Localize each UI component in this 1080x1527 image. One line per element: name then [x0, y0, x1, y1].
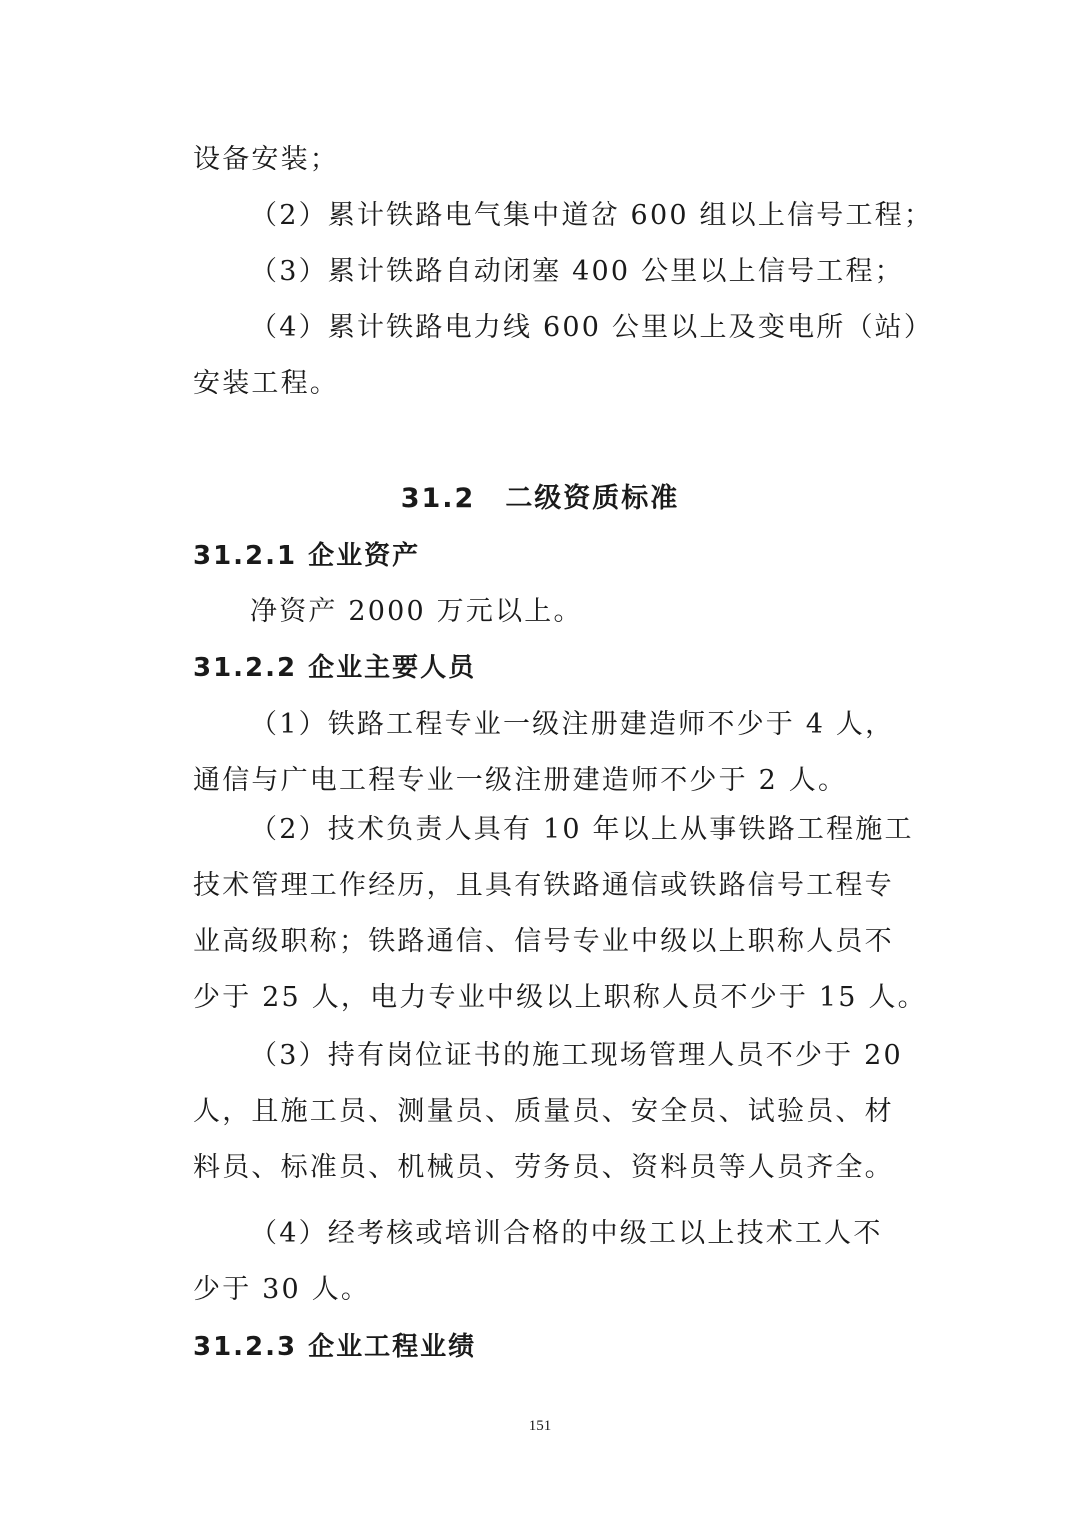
- text-line: （1）铁路工程专业一级注册建造师不少于 4 人，: [250, 709, 895, 740]
- text-line: （2）累计铁路电气集中道岔 600 组以上信号工程；: [250, 200, 934, 231]
- text-line: 人，且施工员、测量员、质量员、安全员、试验员、材: [193, 1096, 894, 1127]
- text-line: 少于 30 人。: [193, 1274, 371, 1305]
- text-line: （2）技术负责人具有 10 年以上从事铁路工程施工: [250, 814, 914, 845]
- section-title: [0, 481, 1080, 517]
- text-line: 料员、标准员、机械员、劳务员、资料员等人员齐全。: [193, 1152, 894, 1183]
- text-line: （3）累计铁路自动闭塞 400 公里以上信号工程；: [250, 256, 904, 287]
- text-line: （3）持有岗位证书的施工现场管理人员不少于 20: [250, 1040, 903, 1071]
- text-line: 技术管理工作经历，且具有铁路通信或铁路信号工程专: [193, 870, 894, 901]
- page-number: 151: [528, 1418, 552, 1434]
- text-line: 设备安装；: [193, 144, 339, 175]
- text-line: 少于 25 人，电力专业中级以上职称人员不少于 15 人。: [193, 982, 927, 1013]
- text-line: 净资产 2000 万元以上。: [250, 596, 583, 627]
- section-number: 31.2: [400, 483, 476, 514]
- subsection-heading-personnel: 31.2.2 企业主要人员: [193, 653, 477, 683]
- text-line: （4）经考核或培训合格的中级工以上技术工人不: [250, 1218, 883, 1249]
- text-line: 安装工程。: [193, 368, 339, 399]
- subsection-heading-performance: 31.2.3 企业工程业绩: [193, 1332, 477, 1362]
- subsection-heading-assets: 31.2.1 企业资产: [193, 541, 421, 571]
- section-title-text: 二级资质标准: [505, 483, 680, 514]
- text-line: 通信与广电工程专业一级注册建造师不少于 2 人。: [193, 765, 848, 796]
- text-line: 业高级职称；铁路通信、信号专业中级以上职称人员不: [193, 926, 894, 957]
- text-line: （4）累计铁路电力线 600 公里以上及变电所（站）: [250, 312, 934, 343]
